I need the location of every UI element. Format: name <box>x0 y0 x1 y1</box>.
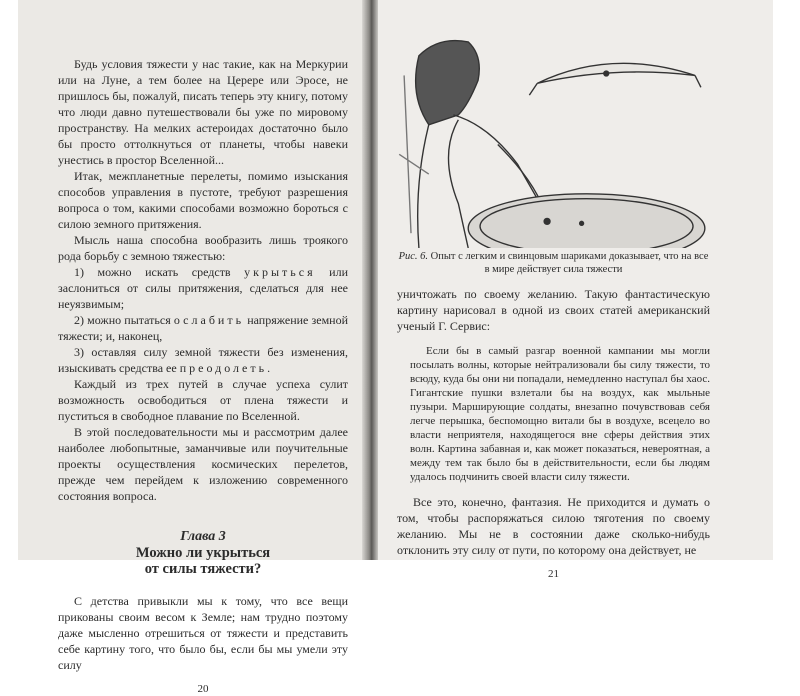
book-gutter <box>362 0 378 560</box>
chapter-number: Глава 3 <box>180 529 226 544</box>
left-page-column <box>58 56 348 696</box>
paragraph: Каждый из трех путей в случае успеха сулит возможность освободиться от плена тяжести и пуститься в свободное плавание по Вселенной. <box>58 377 348 423</box>
paragraph: В этой последовательности мы и рассмотрим далее наиболее любопытные, заманчивые или поучительные проекты осуществления космических перелетов, прежде чем перейдем к изложению современного состояния вопроса. <box>58 425 348 503</box>
quote-text: Если бы в самый разгар военной кампании мы могли посылать волны, которые нейтрализовали бы силу тяжести, то всюду, куда бы они ни попадали, немедленно наступал бы хаос. Гигантские пушки взлетали бы на воздух, как мыльные пузыри. Марширующие солдаты, внезапно почувствовав себя легче перышка, беспомощно витали бы в воздухе, всецело во власти неприятеля, находящегося вне сферы действия этих волн. Картина забавная и, как может показаться, невероятная, а между тем так было бы в действительности, если бы людям удалось подчинить своей власти силу тяжести. <box>410 345 710 483</box>
chapter-title <box>58 545 348 577</box>
list-item <box>58 264 348 312</box>
spaced-emphasis: преодолеть <box>179 361 268 375</box>
left-page-text <box>58 56 348 504</box>
spaced-emphasis: ослабить <box>173 313 245 327</box>
page-number-left: 20 <box>197 683 209 695</box>
paragraph: Итак, межпланетные перелеты, помимо изыскания способов управления в пустоте, требуют разрешения вопроса о том, какими способами возможно бороться с силою земного притяжения. <box>58 169 348 231</box>
list-text: 1) можно искать средств <box>74 265 231 279</box>
list-text: 2) можно пытаться <box>74 313 171 327</box>
chapter-text <box>58 593 348 673</box>
chapter-title-line: от силы тяжести? <box>144 561 262 577</box>
figure-caption-text: Опыт с легким и свинцовым шариками доказывает, что на все в мире действует сила тяжести <box>430 251 709 275</box>
block-quote <box>410 344 710 484</box>
right-page-text <box>397 286 710 334</box>
paragraph: Все это, конечно, фантазия. Не приходится и думать о том, чтобы распоряжаться силою тяготения по своему желанию. Мы не в состоянии даже сколько-нибудь отклонить эту силу от пути, по которому она действует, не <box>397 495 710 557</box>
figure-label: Рис. 6. <box>398 251 429 262</box>
paragraph: С детства привыкли мы к тому, что все вещи прикованы своим весом к Земле; нам трудно поэтому даже мысленно отрешиться от тяжести и представить себе картину того, что было бы, если бы мы умели эту силу <box>58 594 348 672</box>
list-item <box>58 312 348 344</box>
list-text: 3) оставляя силу земной тяжести без изменения, изыскивать средства ее <box>58 345 348 375</box>
paragraph: Мысль наша способна вообразить лишь троякого рода борьбу с земною тяжестью: <box>58 233 348 263</box>
list-text: . <box>267 361 271 375</box>
paragraph: Будь условия тяжести у нас такие, как на Меркурии или на Луне, а тем более на Церере или Эросе, не пришлось бы, пожалуй, писать теперь эту книгу, потому что люди давно путешествовали бы уже по мировому пространству. На мелких астероидах достаточно было бы просто оттолкнуться от планеты, чтобы навеки унестись в простор Вселенной... <box>58 57 348 167</box>
page-number-right: 21 <box>548 568 559 580</box>
chapter-title-line: Можно ли укрыться <box>135 545 271 561</box>
right-page-text-2 <box>397 494 710 558</box>
list-text: напряжение земной тяжести; и, наконец, <box>58 313 349 343</box>
paragraph: уничтожать по своему желанию. Такую фантастическую картину нарисовал в одной из своих статей американский ученый Г. Сервис: <box>397 287 710 333</box>
right-page-column <box>397 36 710 581</box>
figure-illustration <box>397 36 710 248</box>
list-text: или заслониться от силы притяжения, сделаться для нее неуязвимым; <box>58 265 349 311</box>
figure-caption <box>397 250 710 276</box>
list-item <box>58 344 348 376</box>
spaced-emphasis: укрыться <box>244 265 316 279</box>
